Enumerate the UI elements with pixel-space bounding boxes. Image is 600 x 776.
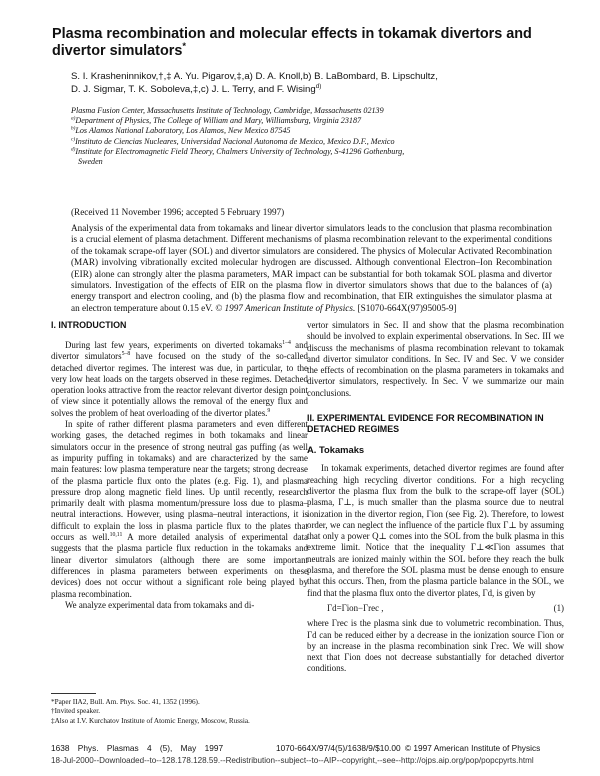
footnote: *Paper IIA2, Bull. Am. Phys. Soc. 41, 1352 (1996). <box>51 698 200 706</box>
equation-body: Γd=Γion−Γrec , <box>327 602 384 613</box>
paragraph: In spite of rather different plasma parameters and even different working gases, the detached regimes in both tokamaks and linear simulators occur in the presence of strong neutral gas puffing (as well as impurity puffing in tokamaks) and are characterized by the same main features: low plasma temperature near the targets; strong decrease of the plasma particle flux onto the plates (e.g. Fig. 1), and plasma pressure drop along magnetic field lines. Up until recently, research primarily dealt with plasma momentum/pressure loss due to plasma–neutral interactions. However, using plasma–neutral interactions, it is difficult to explain the loss in plasma particle flux to the plates that occurs as well.$^{10,11}$ A more detailed analysis of experimental data suggests that the plasma particle flux reduction in the tokamaks and linear divertor simulators (although there are some important differences in plasma parameters between experiments on these devices) does not occur without a significant role being played by plasma recombination. <box>51 419 308 599</box>
right-column <box>307 320 564 675</box>
author-line-2: D. J. Sigmar, T. K. Soboleva,‡,c) J. L. Terry, and F. Wising$^{d)}$ <box>71 82 322 95</box>
author-line-1: S. I. Krasheninnikov,†,‡ A. Yu. Pigarov,‡,a) D. A. Knoll,b) B. LaBombard, B. Lipschultz, <box>71 71 438 82</box>
title-footnote-mark: * <box>182 41 186 52</box>
equation-1 <box>307 603 564 614</box>
subsection-heading-tokamaks: A. Tokamaks <box>307 444 365 456</box>
received-dates: (Received 11 November 1996; accepted 5 February 1997) <box>71 207 285 217</box>
paragraph: During last few years, experiments on diverted tokamaks$^{1-4}$ and divertor simulators$^{5-8}$ have focused on the study of the so-called detached divertor regimes. The interest was due, in particular, to the very low heat loads on the targets observed in these regimes. Detached operation looks attractive from the reactor relevant divertor design point of view since it potentially allows the removal of the energy flux and solves the problem of heat overloading of the divertor plates.$^9$ <box>51 340 308 418</box>
affiliation: Plasma Fusion Center, Massachusetts Institute of Technology, Cambridge, Massachusetts 02139 <box>71 106 384 115</box>
paper-title: Plasma recombination and molecular effects in tokamak divertors and divertor simulators* <box>52 26 532 59</box>
affiliation: $^{d)}$Institute for Electromagnetic Field Theory, Chalmers University of Technology, S-41296 Gothenburg, <box>71 146 405 156</box>
footer-copyright: © 1997 American Institute of Physics <box>405 743 541 753</box>
footnote: ‡Also at I.V. Kurchatov Institute of Atomic Energy, Moscow, Russia. <box>51 716 250 725</box>
paragraph: In tokamak experiments, detached divertor regimes are found after reaching high recycling divertor conditions. For a high recycling divertor the plasma flux from the bulk to the scrape-off layer (SOL) plasma, Γ⊥, is much smaller than the plasma source due to neutral ionization in the divertor region, Γion (see Fig. 2). Therefore, to lowest order, we can neglect the influence of the particle flux Γ⊥ by assuming that only a power Q⊥ comes into the SOL from the bulk plasma in this extreme limit. Notice that the inequality Γ⊥≪Γion assumes that neutrals are ionized mainly within the SOL before they reach the bulk plasma, and therefore the SOL plasma must be dense enough to ensure that this occurs. Then, from the plasma particle balance in the SOL, we find that the plasma flux onto the divertor plates, Γd, is given by <box>307 463 564 598</box>
section-heading-experimental-evidence: II. EXPERIMENTAL EVIDENCE FOR RECOMBINATION IN DETACHED REGIMES <box>307 413 544 435</box>
affiliation: $^{a)}$Department of Physics, The College of William and Mary, Williamsburg, Virginia 23187 <box>71 115 362 126</box>
paragraph: vertor simulators in Sec. II and show that the plasma recombination should be involved to explain experimental observations. In Sec. III we discuss the mechanisms of plasma recombination relevant to tokamak and divertor simulator conditions. In Sec. IV and Sec. V we consider the effects of recombination on the plasma parameters in tokamaks and divertor simulators, respectively. In Sec. V we summarize our main conclusions. <box>307 320 564 398</box>
equation-number: (1) <box>553 602 564 613</box>
affiliation: $^{b)}$Los Alamos National Laboratory, Los Alamos, New Mexico 87545 <box>71 125 291 136</box>
affiliation: $^{c)}$Instituto de Ciencias Nucleares, Universidad Nacional Autonoma de Mexico, Mexico D.F., Mexico <box>71 135 395 146</box>
abstract: Analysis of the experimental data from tokamaks and linear divertor simulators leads to the conclusion that plasma recombination is a crucial element of plasma detachment. Different mechanisms of plasma recombination relevant to the experimental conditions of the tokamak scrape-off layer (SOL) and divertor simulators are considered. The physics of Molecular Activated Recombination (MAR) involving vibrationally excited molecular hydrogen are discussed. Although conventional Electron–Ion Recombination (EIR) alone can strongly alter the plasma parameters, MAR impact can be substantial for both tokamak SOL plasma and divertor simulators. Investigation of the effects of EIR on the plasma flow in divertor simulators shows that due to the balances of (a) energy transport and electron cooling, and (b) the plasma flow and recombination, that EIR extinguishes the simulator plasma at an electron temperature about 0.15 eV. © 1997 American Institute of Physics. [S1070-664X(97)95005-9] <box>71 223 552 313</box>
footnote-divider <box>51 693 96 694</box>
page-number: 1638 <box>51 743 70 753</box>
paragraph: where Γrec is the plasma sink due to volumetric recombination. Thus, Γd can be reduced either by a decrease in the ionization source Γion or by an increase in the plasma recombination sink Γrec. We will show next that Γion does not decrease substantially for detached divertor conditions. <box>307 618 564 674</box>
footer-citation <box>51 743 223 753</box>
download-stamp: 18-Jul-2000--Downloaded--to--128.178.128.59.--Redistribution--subject--to--AIP--copyright,--see--http://ojps.aip.org/pop/popcpyrts.html <box>51 756 534 765</box>
footer-code: 1070-664X/97/4(5)/1638/9/$10.00 <box>276 743 401 753</box>
section-heading-introduction: I. INTRODUCTION <box>51 320 127 330</box>
paragraph: We analyze experimental data from tokamaks and di- <box>65 599 255 610</box>
affiliation: Sweden <box>78 157 103 167</box>
footnote: †Invited speaker. <box>51 707 101 716</box>
footnotes <box>51 693 308 726</box>
author-list <box>71 71 551 96</box>
left-column <box>51 320 308 611</box>
affiliations <box>71 106 551 167</box>
journal-reference: Phys. Plasmas 4 (5), May 1997 <box>77 743 224 753</box>
